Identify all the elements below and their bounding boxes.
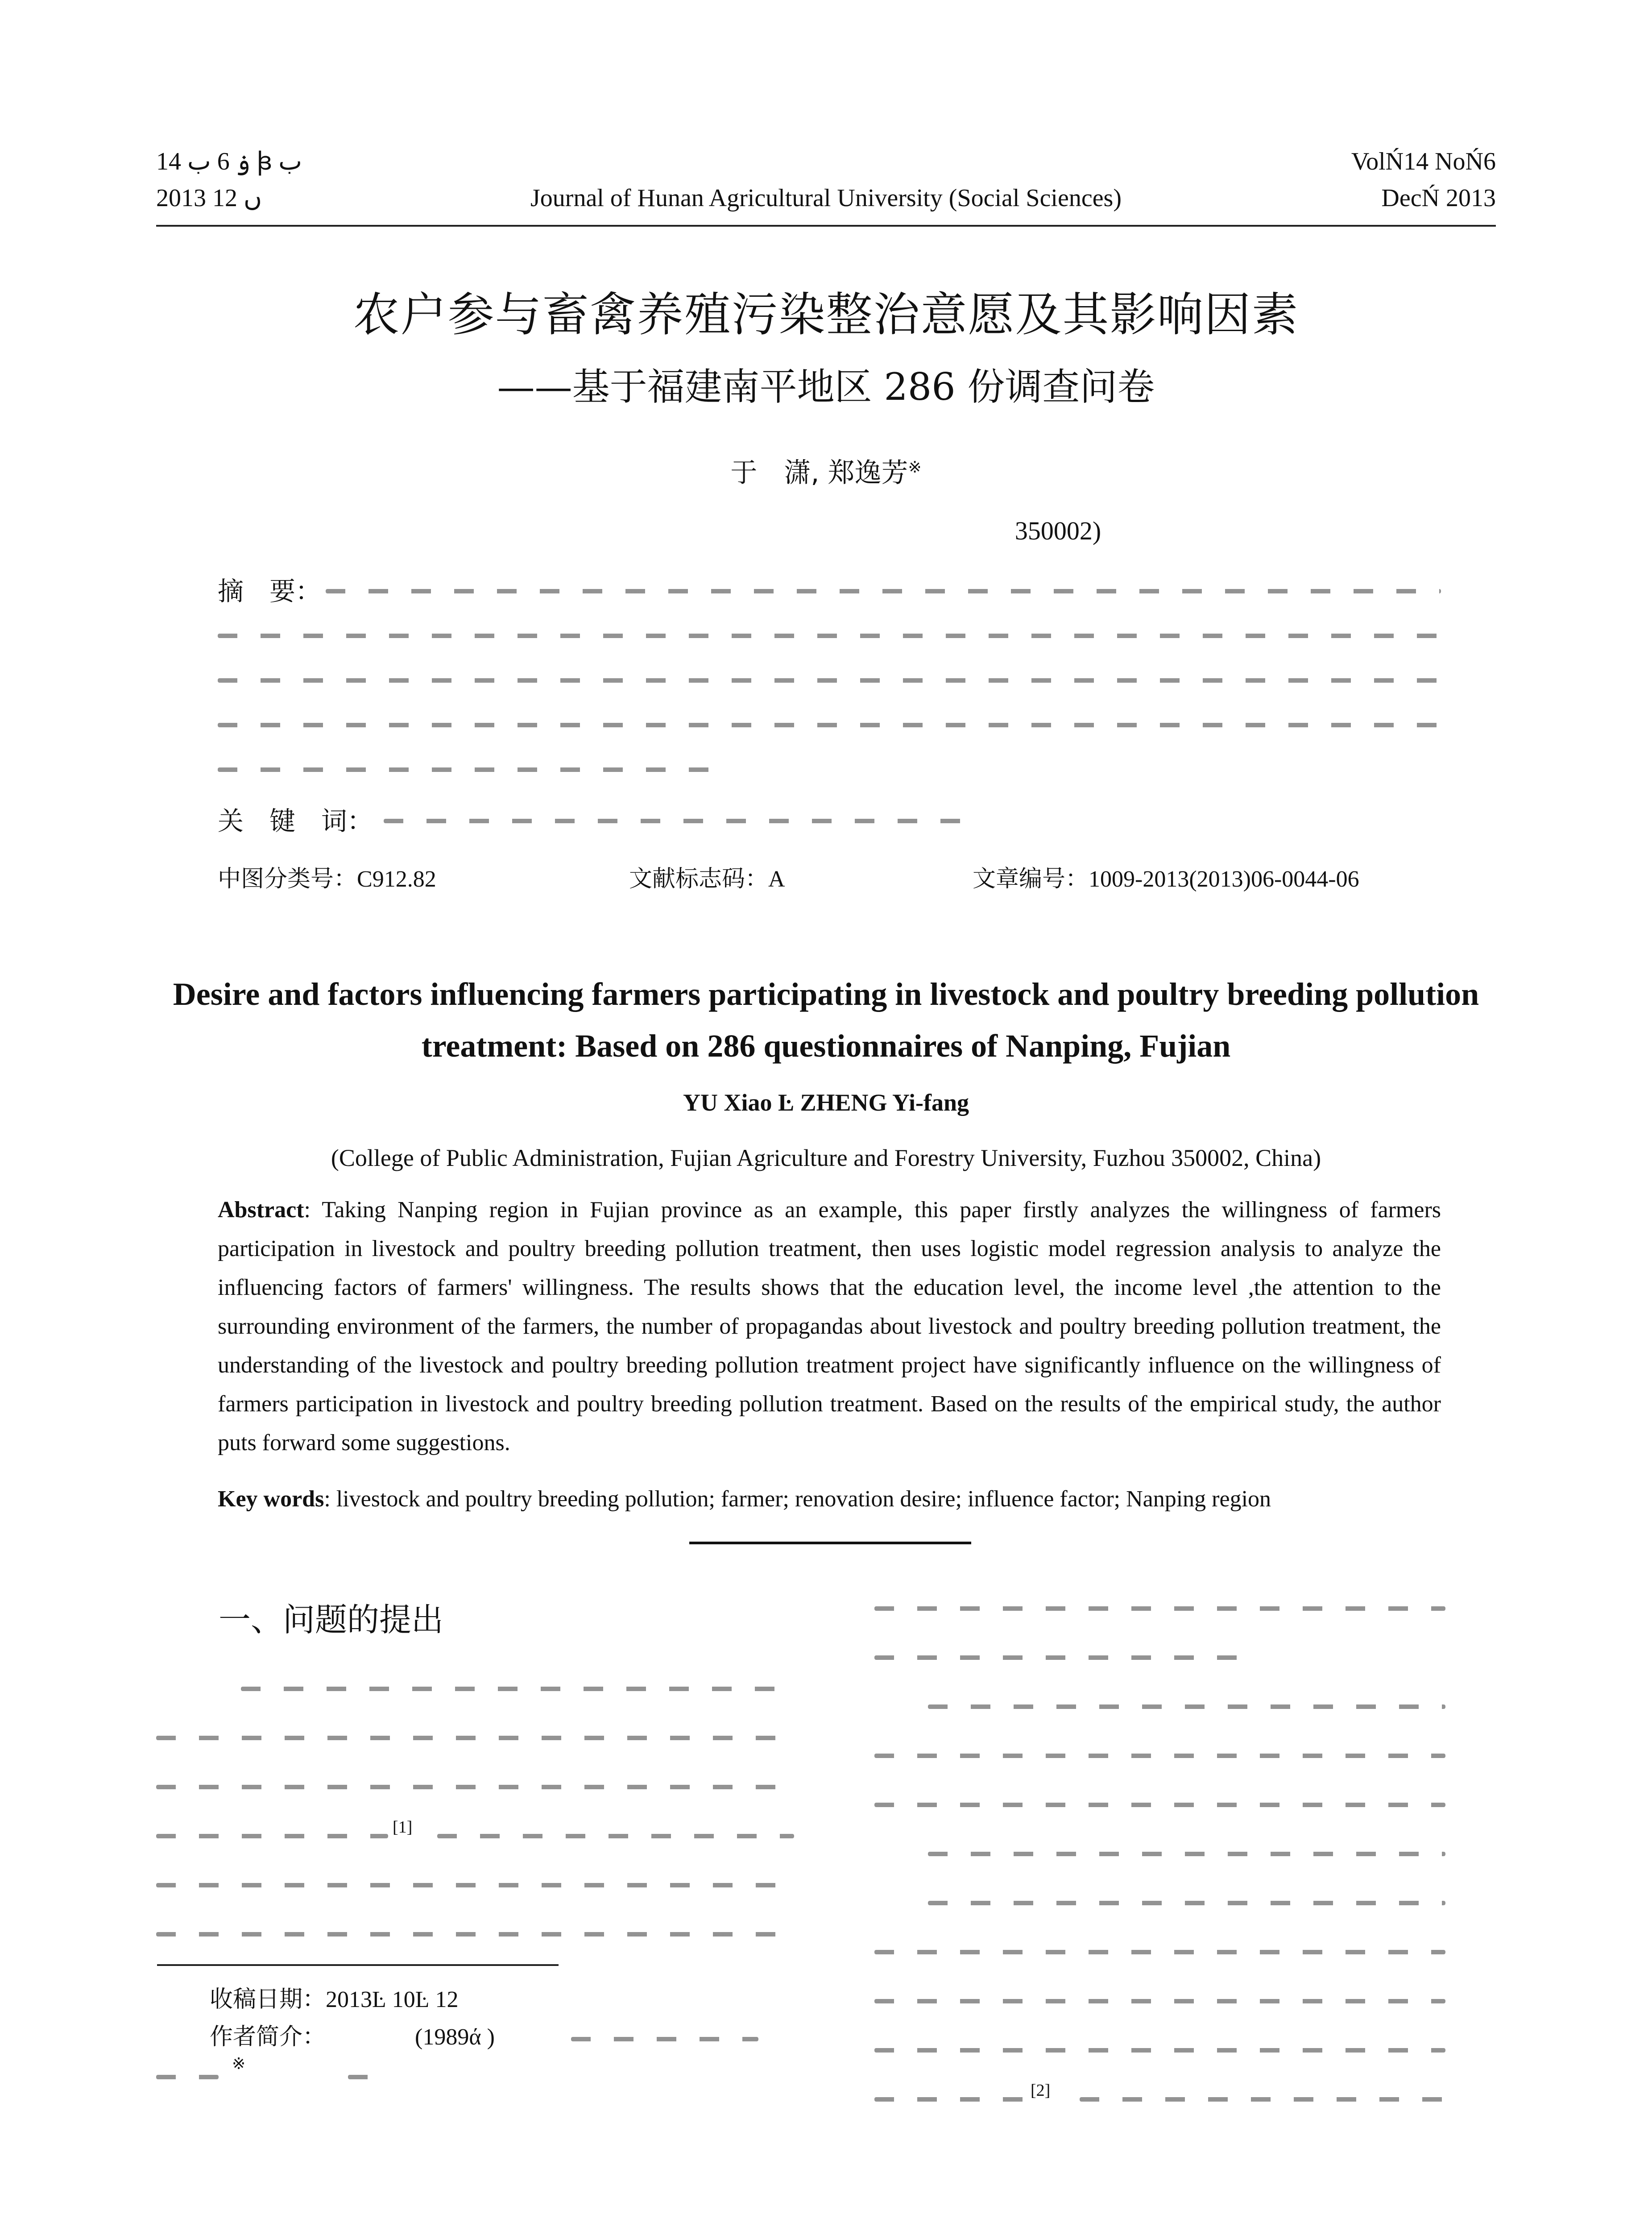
body-right-line (874, 1950, 1445, 1954)
author-mark: ※ (908, 458, 922, 477)
keywords-en-label: Key words (218, 1486, 324, 1512)
header-volume-issue: VolŃ14 NoŃ6 (1351, 148, 1496, 175)
clc-number (218, 863, 436, 895)
citation-1: [1] (393, 1818, 413, 1837)
body-right-line (874, 1606, 1445, 1611)
received-value: 2013Ŀ 10Ŀ 12 (326, 1987, 459, 2012)
article-no-label: 文章编号： (973, 866, 1089, 892)
article-no-value: 1009-2013(2013)06-0044-06 (1089, 867, 1359, 892)
article-title-cn: 农户参与畜禽养殖污染整治意愿及其影响因素 (353, 287, 1299, 342)
body-right-line (874, 1803, 1445, 1807)
affiliation-en: (College of Public Administration, Fujian Agriculture and Forestry University, Fuzhou 350002, China) (331, 1145, 1321, 1171)
footnote-received (210, 1984, 459, 2015)
body-right-line (874, 1655, 1240, 1660)
article-subtitle-cn: ——基于福建南平地区 286 份调查问卷 (497, 365, 1155, 409)
keywords-en (218, 1481, 1441, 1517)
body-left-line (156, 1736, 794, 1740)
abstract-en-text: : Taking Nanping region in Fujian province as an example, this paper firstly analyzes the willingness of farmers participation in livestock and poultry breeding pollution treatment, then uses logistic model regression analysis to analyze the influencing factors of farmers' willingness. The results shows that the education level, the income level ,the attention to the surrounding environment of the farmers, the number of propagandas about livestock and poultry breeding pollution treatment, the understanding of the livestock and poultry breeding pollution treatment project have significantly influence on the willingness of farmers participation in livestock and poultry breeding pollution treatment. Based on the results of the empirical study, the author puts forward some suggestions. (218, 1197, 1441, 1456)
header-volume-cn: ۏ 6 ب 14 ꟓ ب (156, 148, 302, 175)
body-right-line (874, 1999, 1445, 2003)
affiliation-postcode: 350002) (1014, 516, 1101, 545)
footnote-author (210, 2021, 495, 2053)
body-left-line (156, 1883, 794, 1887)
header-journal-name: Journal of Hunan Agricultural University (Social Sciences) (530, 184, 1122, 212)
body-left-line (156, 1932, 794, 1937)
body-right-line (1080, 2097, 1445, 2102)
footnote-line (348, 2075, 375, 2079)
abstract-cn-line (218, 634, 1441, 638)
abstract-cn-line (326, 589, 1441, 593)
body-left-line (241, 1687, 794, 1691)
authors-en: YU Xiao Ŀ ZHENG Yi-fang (683, 1089, 969, 1116)
body-right-line (874, 2097, 1026, 2102)
article-title-en: Desire and factors influencing farmers participating in livestock and poultry breeding pollution treatment: Based on 286 questionnaires of Nanping, Fujian (173, 976, 1479, 1064)
article-number (973, 863, 1359, 895)
abstract-label-cn: 摘 要： (218, 576, 322, 606)
keywords-cn-line (384, 819, 981, 823)
section-heading: 一、问题的提出 (219, 1601, 444, 1638)
footnote-line (571, 2037, 758, 2041)
footnote-rule (157, 1964, 559, 1966)
header-rule (156, 225, 1496, 227)
received-label: 收稿日期： (210, 1986, 326, 2013)
abstract-separator (689, 1542, 971, 1544)
footnote-line (156, 2075, 219, 2079)
header-right (1351, 147, 1496, 212)
author-bio-value: (1989ά ) (415, 2024, 495, 2050)
abstract-en-label: Abstract (218, 1197, 304, 1223)
affiliation-cn (0, 513, 1652, 549)
header-date-cn: 2013 ں 12 (156, 184, 262, 212)
footnote-mark: ※ (232, 2055, 246, 2073)
abstract-cn-line (218, 678, 1441, 683)
authors-cn-names: 于 潇, 郑逸芳 (730, 457, 908, 489)
authors-cn (0, 450, 1652, 491)
header-date: DecŃ 2013 (1381, 184, 1496, 212)
body-left-line (156, 1834, 388, 1838)
doc-code-value: A (768, 867, 785, 892)
citation-2: [2] (1031, 2081, 1051, 2100)
clc-value: C912.82 (357, 867, 436, 892)
abstract-cn-line (218, 767, 717, 772)
keywords-label-cn: 关 键 词： (218, 806, 373, 836)
keywords-en-text: : livestock and poultry breeding pollution; farmer; renovation desire; influence factor; Nanping region (324, 1486, 1271, 1512)
body-right-line (874, 1754, 1445, 1758)
body-right-line (928, 1852, 1445, 1856)
author-bio-label: 作者简介： (210, 2024, 326, 2050)
abstract-cn-line (218, 723, 1441, 727)
body-right-line (874, 2048, 1445, 2053)
document-code (629, 863, 785, 895)
body-left-line (156, 1785, 794, 1789)
doc-code-label: 文献标志码： (629, 866, 769, 892)
abstract-en (218, 1190, 1441, 1462)
body-right-line (928, 1704, 1445, 1709)
body-right-line (928, 1901, 1445, 1905)
clc-label: 中图分类号： (218, 866, 357, 892)
body-left-line (437, 1834, 794, 1838)
